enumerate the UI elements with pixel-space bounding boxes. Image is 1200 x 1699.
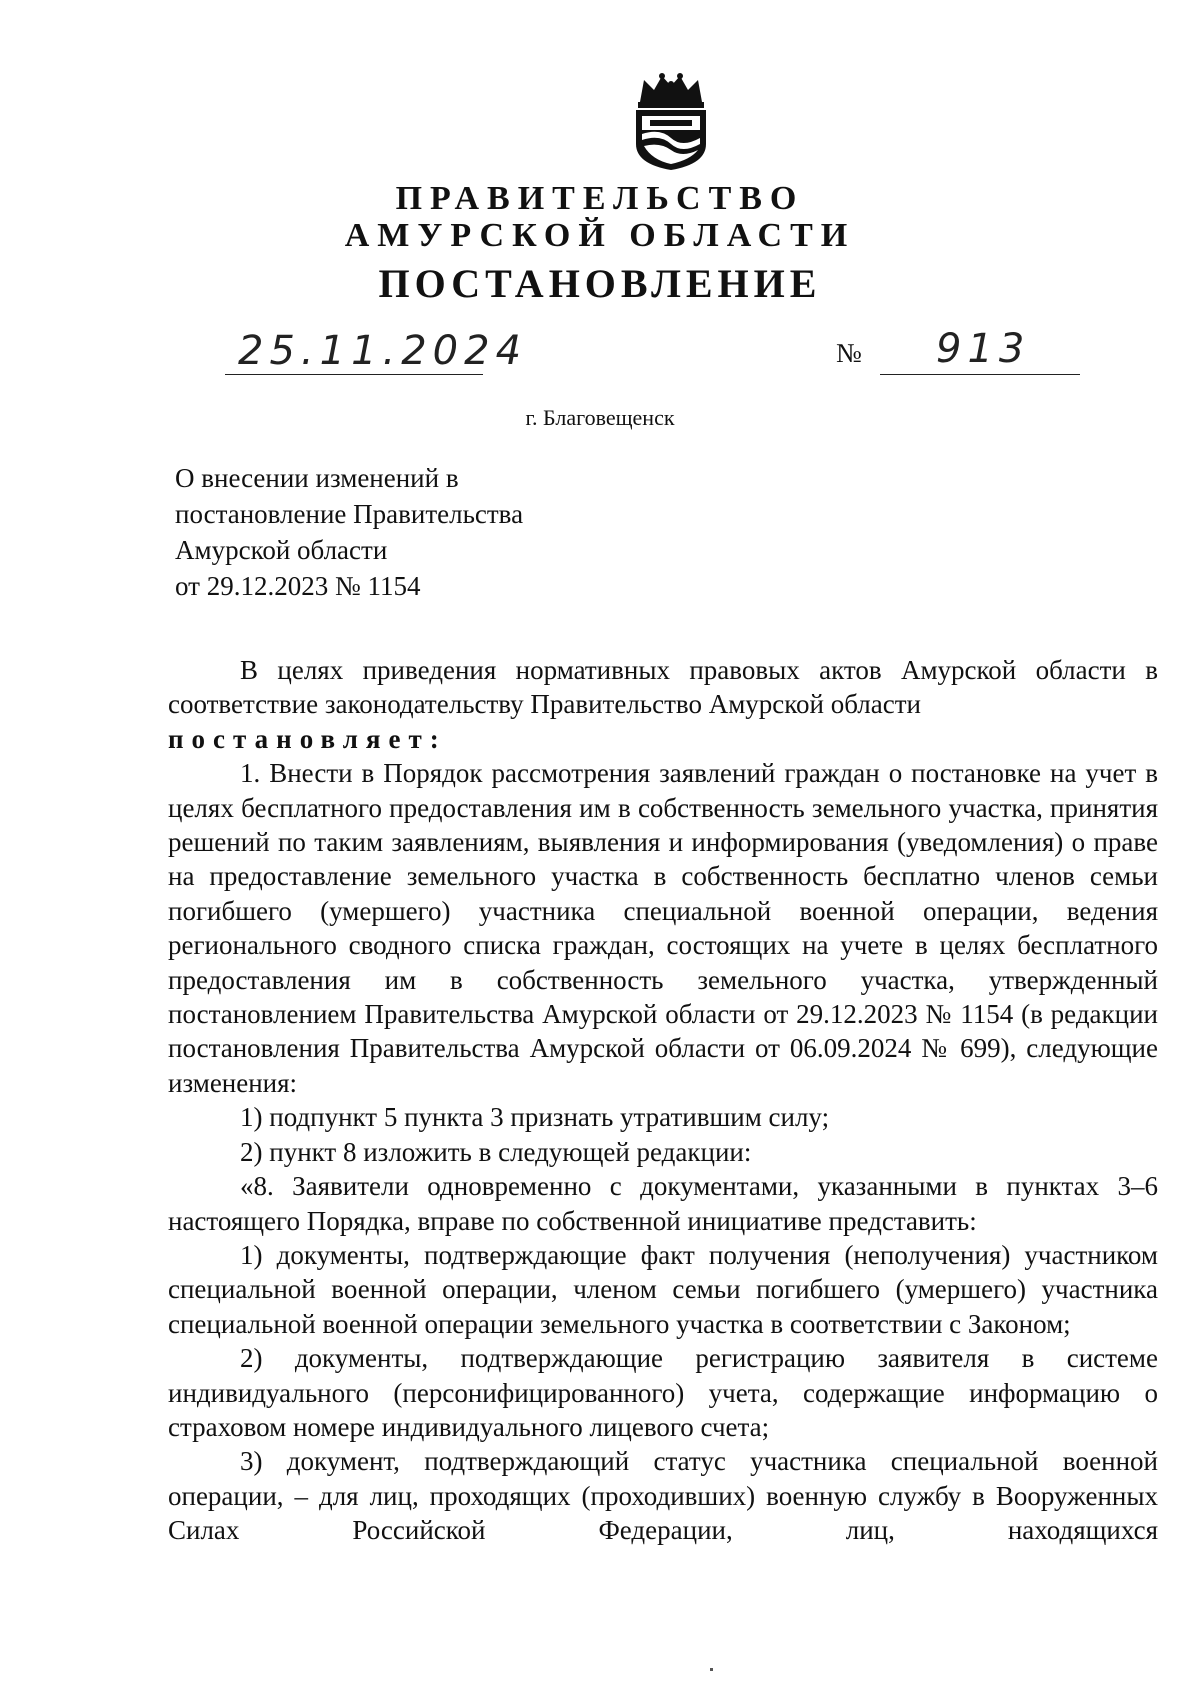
scan-dot xyxy=(710,1668,713,1671)
number-underline xyxy=(880,374,1080,375)
date-underline xyxy=(225,374,483,375)
point-8-subitem-3: 3) документ, подтверждающий статус участника специальной военной операции, – для лиц, проходящих (проходивших) военную службу в Вооруженных Силах Российской Федерации, лиц, находящихся xyxy=(168,1446,1158,1546)
point-8-subitem-2: 2) документы, подтверждающие регистрацию заявителя в системе индивидуального (персонифицированного) учета, содержащие информацию о страховом номере индивидуального лицевого счета; xyxy=(168,1343,1158,1442)
subject-line: постановление Правительства xyxy=(175,499,524,529)
point-8-paragraph: «8. Заявители одновременно с документами, указанными в пунктах 3–6 настоящего Порядка, вправе по собственной инициативе представить: xyxy=(168,1171,1158,1236)
preamble-paragraph: В целях приведения нормативных правовых актов Амурской области в соответствие законодательству Правительство Амурской области xyxy=(168,655,1158,720)
number-sign: № xyxy=(836,338,862,368)
document-body xyxy=(168,653,1158,1548)
subitem-2-paragraph: 2) пункт 8 изложить в следующей редакции: xyxy=(240,1136,752,1167)
point-8-subitem-1: 1) документы, подтверждающие факт получения (неполучения) участником специальной военной операции, членом семьи погибшего (умершего) участника специальной военной операции земельного участка в соответствии с Законом; xyxy=(168,1239,1158,1339)
item-1-paragraph: 1. Внести в Порядок рассмотрения заявлений граждан о постановке на учет в целях бесплатного предоставления им в собственность земельного участка, принятия решений по таким заявлениям, выявления и информирования (уведомления) о праве на предоставление земельного участка в собственность бесплатно членов семьи погибшего (умершего) участника специальной военной операции, ведения регионального сводного списка граждан, состоящих на учете в целях бесплатного предоставления им в собственность земельного участка, утвержденный постановлением Правительства Амурской области от 29.12.2023 № 1154 (в редакции постановления Правительства Амурской области от 06.09.2024 № 699), следующие изменения: xyxy=(168,758,1158,1098)
government-title-line1: ПРАВИТЕЛЬСТВО xyxy=(395,180,805,217)
subitem-1-paragraph: 1) подпункт 5 пункта 3 признать утратившим силу; xyxy=(240,1102,830,1133)
government-title-line2: АМУРСКОЙ ОБЛАСТИ xyxy=(344,217,856,254)
resolves-word: постановляет: xyxy=(168,723,447,754)
amur-oblast-coat-of-arms-icon xyxy=(630,72,712,172)
document-number: 913 xyxy=(936,326,1031,372)
document-subject xyxy=(175,460,523,604)
city-name: г. Благовещенск xyxy=(525,405,675,430)
subject-line: О внесении изменений в xyxy=(175,463,459,493)
document-type-title: ПОСТАНОВЛЕНИЕ xyxy=(378,261,822,306)
document-date: 25.11.2024 xyxy=(238,328,528,374)
subject-line: от 29.12.2023 № 1154 xyxy=(175,571,421,601)
subject-line: Амурской области xyxy=(175,535,388,565)
